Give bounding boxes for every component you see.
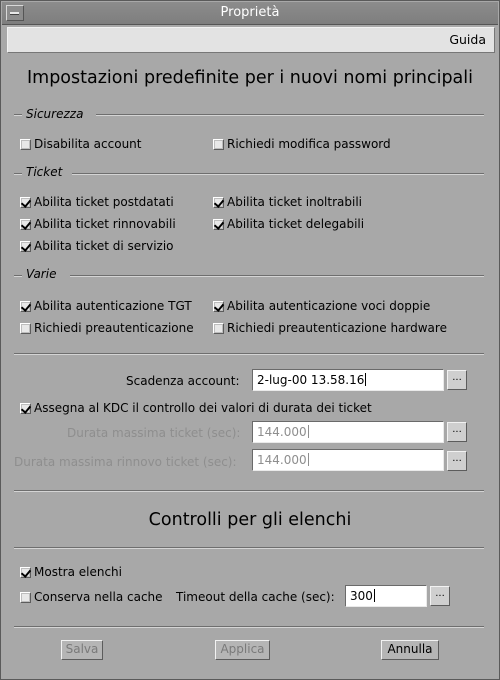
menu-help[interactable]: Guida	[449, 32, 486, 47]
show-lists-label: Mostra elenchi	[34, 565, 122, 579]
require-password-change-checkbox[interactable]	[213, 139, 224, 150]
dup-auth-label: Abilita autenticazione voci doppie	[227, 299, 431, 313]
service-ticket-label: Abilita ticket di servizio	[34, 239, 174, 253]
divider	[14, 490, 484, 492]
show-lists-checkbox[interactable]	[20, 567, 31, 578]
section-divider	[14, 114, 22, 116]
max-ticket-label: Durata massima ticket (sec):	[67, 426, 241, 440]
service-ticket-checkbox[interactable]	[20, 241, 31, 252]
require-password-change-label: Richiedi modifica password	[227, 137, 391, 151]
cache-timeout-field[interactable]	[345, 585, 427, 607]
dup-auth-checkbox[interactable]	[213, 301, 224, 312]
section-misc-label: Varie	[26, 267, 57, 281]
section-divider	[72, 173, 484, 175]
max-renew-field[interactable]	[252, 449, 444, 471]
hw-preauth-checkbox[interactable]	[213, 323, 224, 334]
proxiable-ticket-label: Abilita ticket delegabili	[227, 217, 365, 231]
account-expiry-label: Scadenza account:	[126, 374, 240, 388]
max-ticket-value: 144.000	[257, 425, 307, 439]
text-caret	[308, 425, 309, 438]
renewable-ticket-label: Abilita ticket rinnovabili	[34, 217, 176, 231]
postdated-ticket-label: Abilita ticket postdatati	[34, 195, 174, 209]
kdc-control-checkbox[interactable]	[20, 403, 31, 414]
text-caret	[374, 589, 375, 602]
divider	[14, 626, 484, 628]
disable-account-checkbox[interactable]	[20, 139, 31, 150]
kdc-control-label: Assegna al KDC il controllo dei valori di durata dei ticket	[34, 401, 372, 415]
cache-lists-label: Conserva nella cache	[34, 590, 163, 604]
max-renew-value: 144.000	[257, 453, 307, 467]
preauth-checkbox[interactable]	[20, 323, 31, 334]
cache-timeout-label: Timeout della cache (sec):	[176, 590, 335, 604]
forwardable-ticket-label: Abilita ticket inoltrabili	[227, 195, 362, 209]
renewable-ticket-checkbox[interactable]	[20, 219, 31, 230]
menu-bar	[7, 27, 495, 53]
max-renew-button[interactable]: ...	[447, 451, 467, 471]
section-divider	[96, 114, 484, 116]
account-expiry-field[interactable]	[252, 369, 444, 391]
cache-timeout-button[interactable]: ...	[430, 586, 450, 606]
forwardable-ticket-checkbox[interactable]	[213, 197, 224, 208]
max-ticket-button[interactable]: ...	[447, 422, 467, 442]
cache-lists-checkbox[interactable]	[20, 592, 31, 603]
max-ticket-field[interactable]	[252, 421, 444, 443]
text-caret	[308, 453, 309, 466]
postdated-ticket-checkbox[interactable]	[20, 197, 31, 208]
list-controls-heading: Controlli per gli elenchi	[148, 510, 352, 530]
divider	[14, 547, 484, 549]
section-divider	[14, 275, 22, 277]
cache-timeout-value: 300	[350, 589, 373, 603]
max-renew-label: Durata massima rinnovo ticket (sec):	[14, 455, 237, 469]
account-expiry-value: 2-lug-00 13.58.16	[257, 373, 365, 387]
preauth-label: Richiedi preautenticazione	[34, 321, 194, 335]
section-security-label: Sicurezza	[26, 107, 84, 121]
tgt-auth-checkbox[interactable]	[20, 301, 31, 312]
section-divider	[14, 173, 22, 175]
account-expiry-picker-button[interactable]: ...	[447, 370, 467, 390]
defaults-heading: Impostazioni predefinite per i nuovi nomi principali	[26, 68, 474, 88]
section-ticket-label: Ticket	[26, 165, 63, 179]
hw-preauth-label: Richiedi preautenticazione hardware	[227, 321, 447, 335]
disable-account-label: Disabilita account	[34, 137, 142, 151]
tgt-auth-label: Abilita autenticazione TGT	[34, 299, 192, 313]
title-bar	[2, 2, 498, 25]
text-caret	[365, 373, 366, 386]
save-button[interactable]: Salva	[61, 640, 103, 660]
cancel-button[interactable]: Annulla	[381, 640, 439, 660]
section-divider	[70, 275, 484, 277]
divider	[14, 353, 484, 355]
window-title: Proprietà	[220, 5, 280, 20]
proxiable-ticket-checkbox[interactable]	[213, 219, 224, 230]
apply-button[interactable]: Applica	[215, 640, 270, 660]
